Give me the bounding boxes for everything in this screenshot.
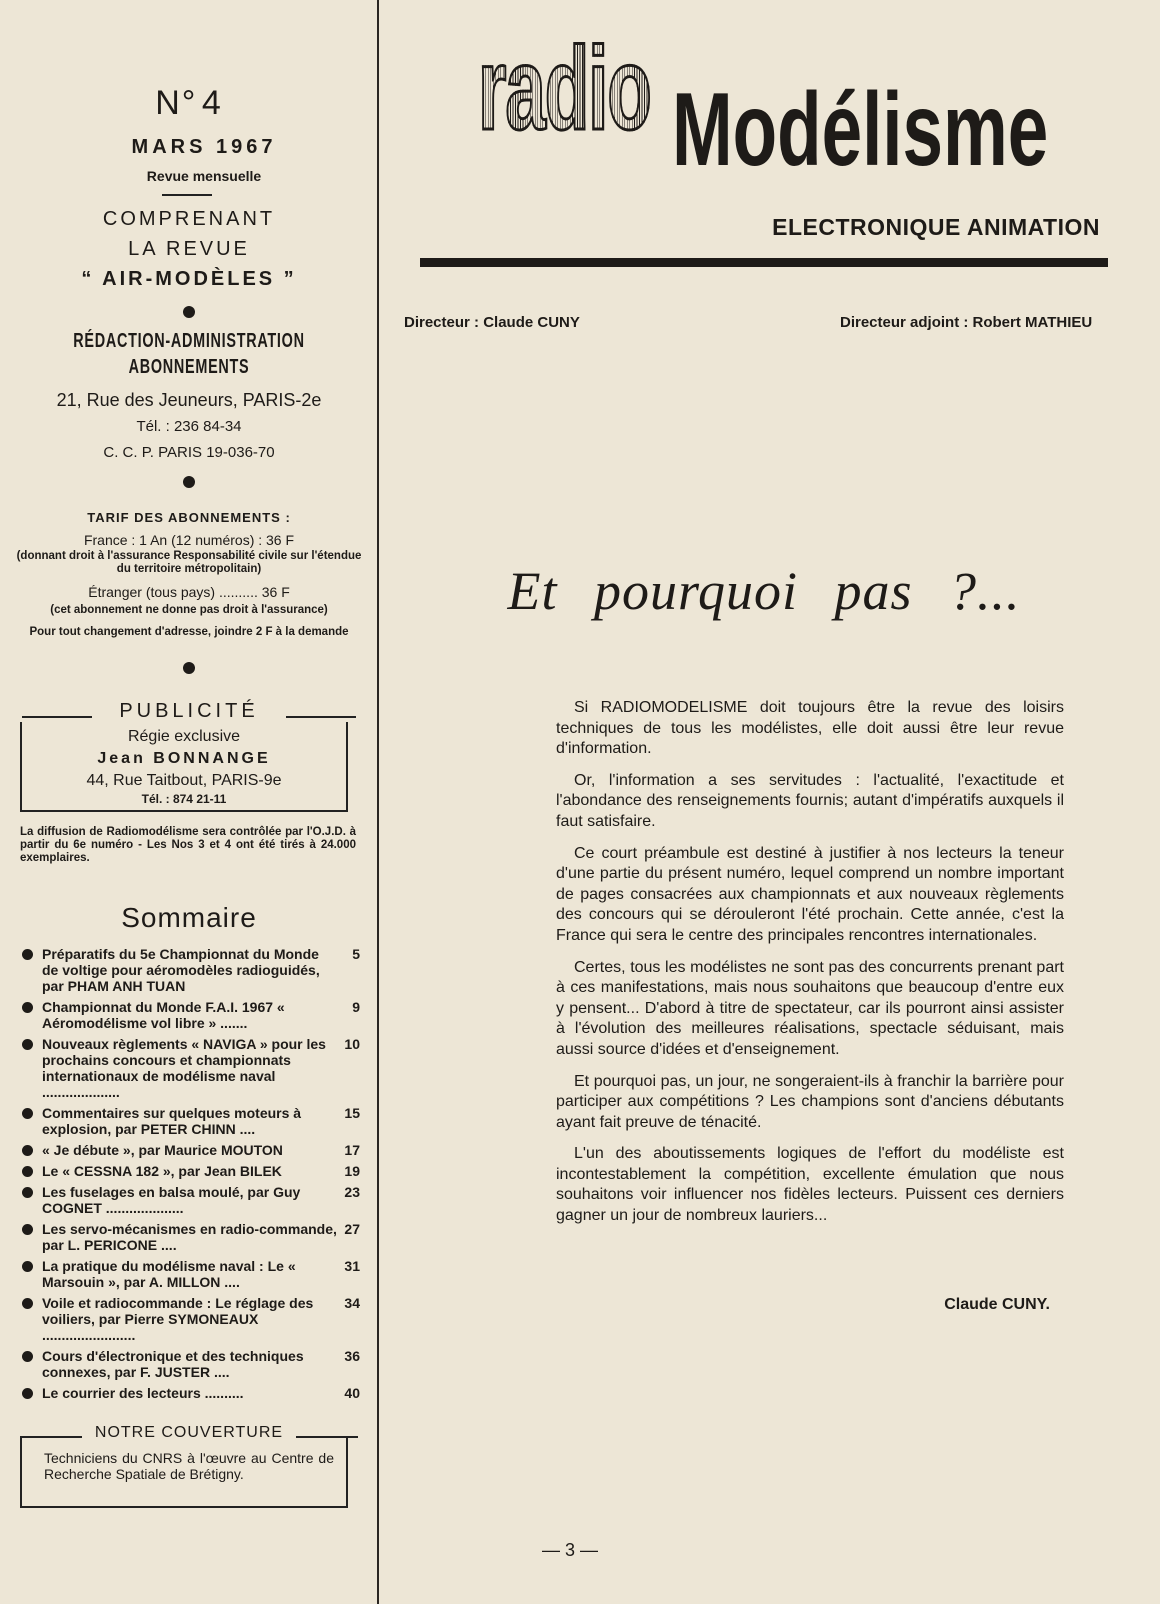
- sommaire-item-page: 36: [344, 1348, 360, 1364]
- includes-line-3: “ AIR-MODÈLES ”: [81, 268, 297, 290]
- publicite-line-4: Tél. : 874 21-11: [141, 792, 227, 806]
- page-number: — 3 —: [541, 1540, 598, 1560]
- sommaire-item-text: Le courrier des lecteurs ..........: [42, 1385, 244, 1401]
- sommaire-item-page: 34: [344, 1295, 360, 1311]
- includes-line-2: LA REVUE: [128, 238, 250, 260]
- tarif-title: TARIF DES ABONNEMENTS :: [87, 510, 291, 525]
- sommaire-item-text: Commentaires sur quelques moteurs à explosion, par PETER CHINN ....: [42, 1105, 302, 1137]
- masthead-rule: [420, 258, 1108, 267]
- issue-value: 4: [201, 84, 223, 122]
- bullet-icon: [183, 662, 195, 674]
- column-divider: [377, 0, 379, 1604]
- masthead-subtitle: ELECTRONIQUE ANIMATION: [772, 214, 1100, 240]
- frequency: Revue mensuelle: [146, 168, 262, 184]
- tarif-change: Pour tout changement d'adresse, joindre 2 F à la demande: [29, 626, 349, 638]
- sommaire-item-text: Nouveaux règlements « NAVIGA » pour les prochains concours et championnats internationaux de modélisme naval ....................: [42, 1036, 326, 1100]
- sommaire-item-text: « Je débute », par Maurice MOUTON: [42, 1142, 283, 1158]
- deputy-director: Directeur adjoint : Robert MATHIEU: [840, 314, 1093, 331]
- sommaire-item-page: 9: [352, 999, 360, 1015]
- office-line-2: ABONNEMENTS: [128, 356, 250, 378]
- sommaire-item-page: 40: [344, 1385, 360, 1401]
- sommaire-item-page: 10: [344, 1036, 360, 1052]
- article-signature: Claude CUNY.: [944, 1296, 1050, 1313]
- couverture-title: NOTRE COUVERTURE: [14, 1424, 364, 1442]
- tarif-france: France : 1 An (12 numéros) : 36 F: [83, 532, 295, 548]
- article-paragraph: Et pourquoi pas, un jour, ne songeraient-ils à franchir la barrière pour participer aux compétitions ? Les champions sont d'anciens débutants ayant fait preuve de ténacité.: [556, 1072, 1064, 1131]
- sommaire-item: [20, 1295, 360, 1343]
- sommaire-item: [20, 1142, 360, 1158]
- bullet-icon: [183, 306, 195, 318]
- issue-prefix: N°: [155, 84, 198, 122]
- sommaire-item: [20, 1348, 360, 1380]
- issue-number: [14, 84, 364, 123]
- sommaire-item-page: 15: [344, 1105, 360, 1121]
- director: Directeur : Claude CUNY: [404, 314, 580, 331]
- sommaire-item: [20, 1258, 360, 1290]
- diffusion-note: La diffusion de Radiomodélisme sera contrôlée par l'O.J.D. à partir du 6e numéro - Les Nos 3 et 4 ont été tirés à 24.000 exemplaires.: [20, 826, 356, 864]
- ccp: C. C. P. PARIS 19-036-70: [103, 444, 275, 461]
- divider-line: [162, 194, 212, 196]
- address: 21, Rue des Jeuneurs, PARIS-2e: [56, 390, 322, 410]
- sommaire-title: Sommaire: [121, 902, 257, 933]
- sommaire-item-page: 31: [344, 1258, 360, 1274]
- article-body: [556, 698, 1064, 1238]
- article-headline: Et pourquoi pas ?...: [507, 561, 1021, 621]
- includes-line-1: COMPRENANT: [102, 208, 276, 230]
- sommaire-item-text: Championnat du Monde F.A.I. 1967 « Aéromodélisme vol libre » .......: [42, 999, 285, 1031]
- sommaire-item: [20, 1036, 360, 1100]
- couverture-text: Techniciens du CNRS à l'œuvre au Centre de Recherche Spatiale de Brétigny.: [44, 1450, 334, 1482]
- sommaire-item-text: Les fuselages en balsa moulé, par Guy COGNET ....................: [42, 1184, 301, 1216]
- sommaire-item-page: 5: [352, 946, 360, 962]
- sommaire-item: [20, 1163, 360, 1179]
- publicite-line-1: Régie exclusive: [127, 728, 241, 745]
- sommaire-item-text: Voile et radiocommande : Le réglage des voiliers, par Pierre SYMONEAUX ........................: [42, 1295, 314, 1343]
- sommaire-list: [20, 946, 360, 1406]
- publicite-title: PUBLICITÉ: [14, 700, 364, 723]
- tarif-etranger-note: (cet abonnement ne donne pas droit à l'assurance): [50, 604, 328, 616]
- tarif-france-note: (donnant droit à l'assurance Responsabilité civile sur l'étendue du territoire métropolitain): [16, 550, 362, 575]
- bullet-icon: [183, 476, 195, 488]
- sommaire-item: [20, 946, 360, 994]
- publicite-line-2: Jean BONNANGE: [97, 750, 271, 767]
- sommaire-item-text: La pratique du modélisme naval : Le « Marsouin », par A. MILLON ....: [42, 1258, 296, 1290]
- article-paragraph: Ce court préambule est destiné à justifier à nos lecteurs la teneur d'une partie du présent numéro, lequel comprend un nombre important de pages consacrées aux championnats et aux nouveaux règlements des concours qui se dérouleront l'été prochain. Cette année, c'est la France qui sera le centre des principales rencontres internationales.: [556, 844, 1064, 944]
- sommaire-item: [20, 1105, 360, 1137]
- article-paragraph: Or, l'information a ses servitudes : l'actualité, l'exactitude et l'abondance des renseignements fournis; autant d'impératifs auxquels il faut satisfaire.: [556, 771, 1064, 830]
- publicite-line-3: 44, Rue Taitbout, PARIS-9e: [86, 772, 282, 789]
- sommaire-item-page: 17: [344, 1142, 360, 1158]
- sommaire-item: [20, 999, 360, 1031]
- sommaire-item: [20, 1184, 360, 1216]
- sommaire-item: [20, 1385, 360, 1401]
- logo-modelisme: Modélisme: [672, 72, 1049, 188]
- article-paragraph: Si RADIOMODELISME doit toujours être la revue des loisirs techniques de tous les modélistes, elle doit aussi être leur revue d'information.: [556, 699, 1064, 758]
- sommaire-item-page: 19: [344, 1163, 360, 1179]
- sommaire-item-text: Les servo-mécanismes en radio-commande, par L. PERICONE ....: [42, 1221, 337, 1253]
- sommaire-item-page: 27: [344, 1221, 360, 1237]
- publicite-box: [20, 722, 348, 812]
- tarif-etranger: Étranger (tous pays) .......... 36 F: [88, 584, 290, 600]
- sommaire-item: [20, 1221, 360, 1253]
- article-paragraph: L'un des aboutissements logiques de l'effort du modéliste est incontestablement la compétition, excellente émulation que nous souhaitons voir influencer nos fidèles lecteurs. Puissent ces derniers gagner un jour de nombreux lauriers...: [556, 1145, 1064, 1225]
- phone: Tél. : 236 84-34: [136, 418, 242, 435]
- sommaire-item-text: Cours d'électronique et des techniques connexes, par F. JUSTER ....: [42, 1348, 304, 1380]
- sommaire-item-text: Préparatifs du 5e Championnat du Monde de voltige pour aéromodèles radioguidés, par PHAM ANH TUAN: [42, 946, 320, 994]
- sommaire-item-text: Le « CESSNA 182 », par Jean BILEK: [42, 1163, 282, 1179]
- logo-radio: radio: [478, 23, 651, 155]
- issue-date: MARS 1967: [131, 136, 277, 158]
- sommaire-item-page: 23: [344, 1184, 360, 1200]
- article-paragraph: Certes, tous les modélistes ne sont pas des concurrents prenant part à ces manifestations, mais nous souhaitons que beaucoup d'entre eux y pensent... D'abord à titre de spectateur, car ils pourront ainsi assister à l'évolution des meilleures réalisations, spectacle séduisant, mais aussi source d'idées et d'enseignement.: [556, 958, 1064, 1058]
- office-line-1: RÉDACTION-ADMINISTRATION: [73, 330, 305, 352]
